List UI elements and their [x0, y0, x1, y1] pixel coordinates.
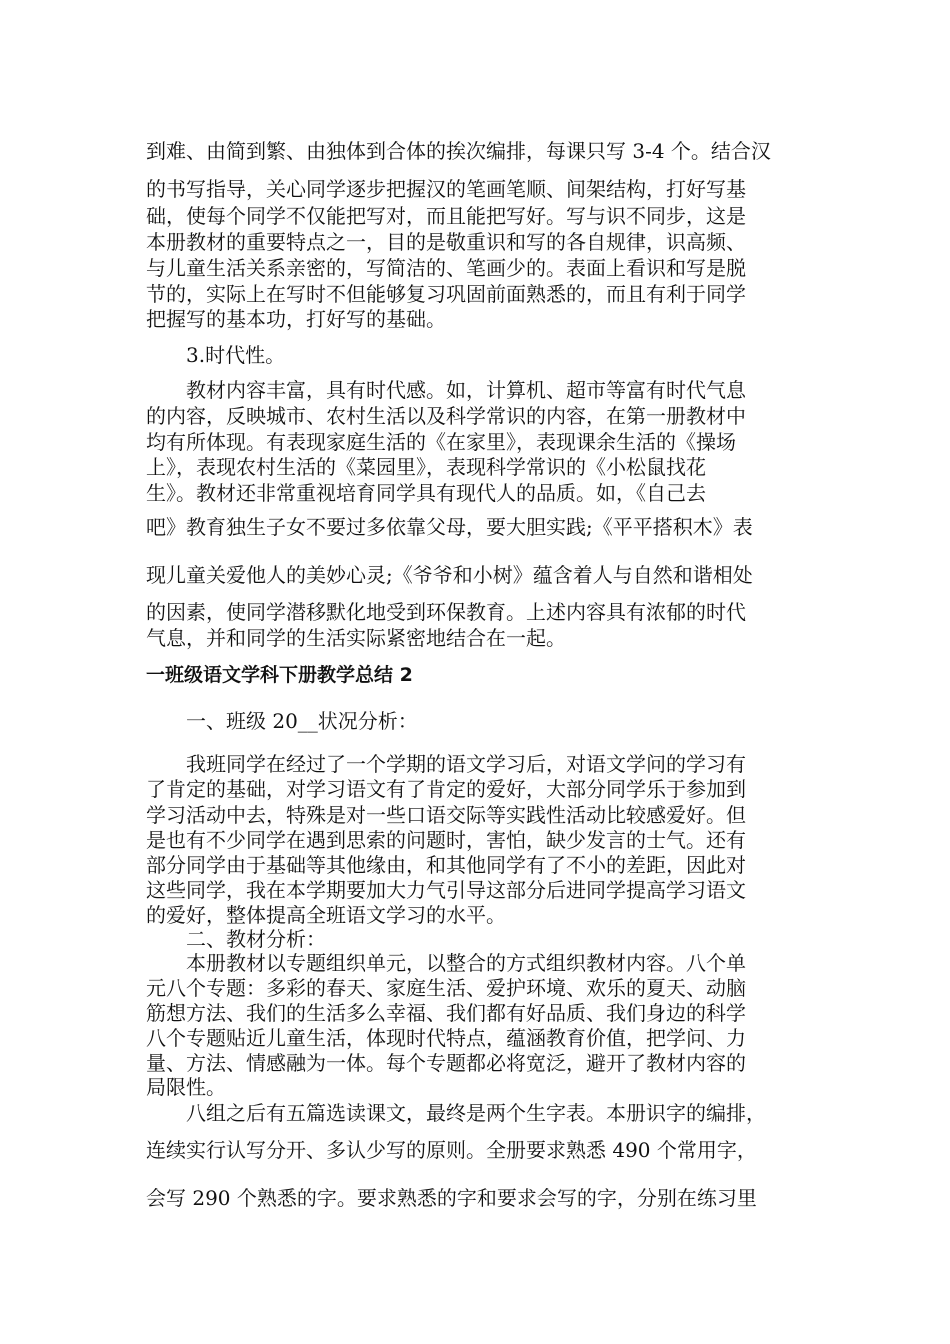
text-line: 了肯定的基础，对学习语文有了肯定的爱好，大部分同学乐于参加到 [146, 777, 746, 801]
section-number-heading: 3.时代性。 [186, 343, 286, 367]
text-line: 八个专题贴近儿童生活，体现时代特点，蕴涵教育价值，把学问、力 [146, 1026, 746, 1050]
text-line: 是也有不少同学在遇到思索的问题时，害怕，缺少发言的士气。还有 [146, 828, 746, 852]
text-line: 与儿童生活关系亲密的，写简洁的、笔画少的。表面上看识和写是脱 [146, 256, 746, 280]
text-line: 量、方法、情感融为一体。每个专题都必将宽泛，避开了教材内容的 [146, 1051, 746, 1075]
text-line: 筋想方法、我们的生活多么幸福、我们都有好品质、我们身边的科学 [146, 1001, 746, 1025]
text-line: 局限性。 [146, 1075, 226, 1099]
text-line: 教材内容丰富，具有时代感。如，计算机、超市等富有时代气息 [186, 378, 746, 402]
text-line: 学习活动中去，特殊是对一些口语交际等实践性活动比较感爱好。但 [146, 803, 746, 827]
text-line: 的书写指导，关心同学逐步把握汉的笔画笔顺、间架结构，打好写基 [146, 177, 746, 201]
text-line: 的爱好，整体提高全班语文学习的水平。 [146, 903, 506, 927]
text-line: 吧》教育独生子女不要过多依靠父母，要大胆实践;《平平搭积木》表 [146, 515, 753, 539]
text-line: 元八个专题：多彩的春天、家庭生活、爱护环境、欢乐的夏天、动脑 [146, 976, 746, 1000]
document-page [146, 0, 806, 1344]
text-line: 我班同学在经过了一个学期的语文学习后，对语文学问的学习有 [186, 752, 746, 776]
text-line: 部分同学由于基础等其他缘由，和其他同学有了不小的差距，因此对 [146, 853, 746, 877]
subsection-heading: 一、班级 20__状况分析： [186, 709, 418, 733]
text-line: 础，使每个同学不仅能把写对，而且能把写好。写与识不同步，这是 [146, 204, 746, 228]
subsection-heading: 二、教材分析： [186, 927, 326, 951]
text-line: 到难、由简到繁、由独体到合体的挨次编排，每课只写 3-4 个。结合汉 [146, 139, 771, 163]
text-line: 会写 290 个熟悉的字。要求熟悉的字和要求会写的字，分别在练习里 [146, 1186, 757, 1210]
text-line: 气息，并和同学的生活实际紧密地结合在一起。 [146, 626, 566, 650]
section-title: 一班级语文学科下册教学总结 2 [146, 664, 413, 686]
text-line: 连续实行认写分开、多认少写的原则。全册要求熟悉 490 个常用字， [146, 1138, 757, 1162]
text-line: 本册教材的重要特点之一，目的是敬重识和写的各自规律，识高频、 [146, 230, 746, 254]
text-line: 现儿童关爱他人的美妙心灵;《爷爷和小树》蕴含着人与自然和谐相处 [146, 563, 753, 587]
text-line: 生》。教材还非常重视培育同学具有现代人的品质。如，《自己去 [146, 481, 706, 505]
text-line: 上》，表现农村生活的《菜园里》，表现科学常识的《小松鼠找花 [146, 455, 706, 479]
text-line: 节的，实际上在写时不但能够复习巩固前面熟悉的，而且有利于同学 [146, 282, 746, 306]
text-line: 八组之后有五篇选读课文，最终是两个生字表。本册识字的编排， [186, 1101, 766, 1125]
text-line: 这些同学，我在本学期要加大力气引导这部分后进同学提高学习语文 [146, 878, 746, 902]
text-line: 把握写的基本功，打好写的基础。 [146, 307, 446, 331]
text-line: 均有所体现。有表现家庭生活的《在家里》，表现课余生活的《操场 [146, 430, 736, 454]
text-line: 的因素，使同学潜移默化地受到环保教育。上述内容具有浓郁的时代 [146, 600, 746, 624]
text-line: 本册教材以专题组织单元，以整合的方式组织教材内容。八个单 [186, 951, 746, 975]
text-line: 的内容，反映城市、农村生活以及科学常识的内容，在第一册教材中 [146, 404, 746, 428]
